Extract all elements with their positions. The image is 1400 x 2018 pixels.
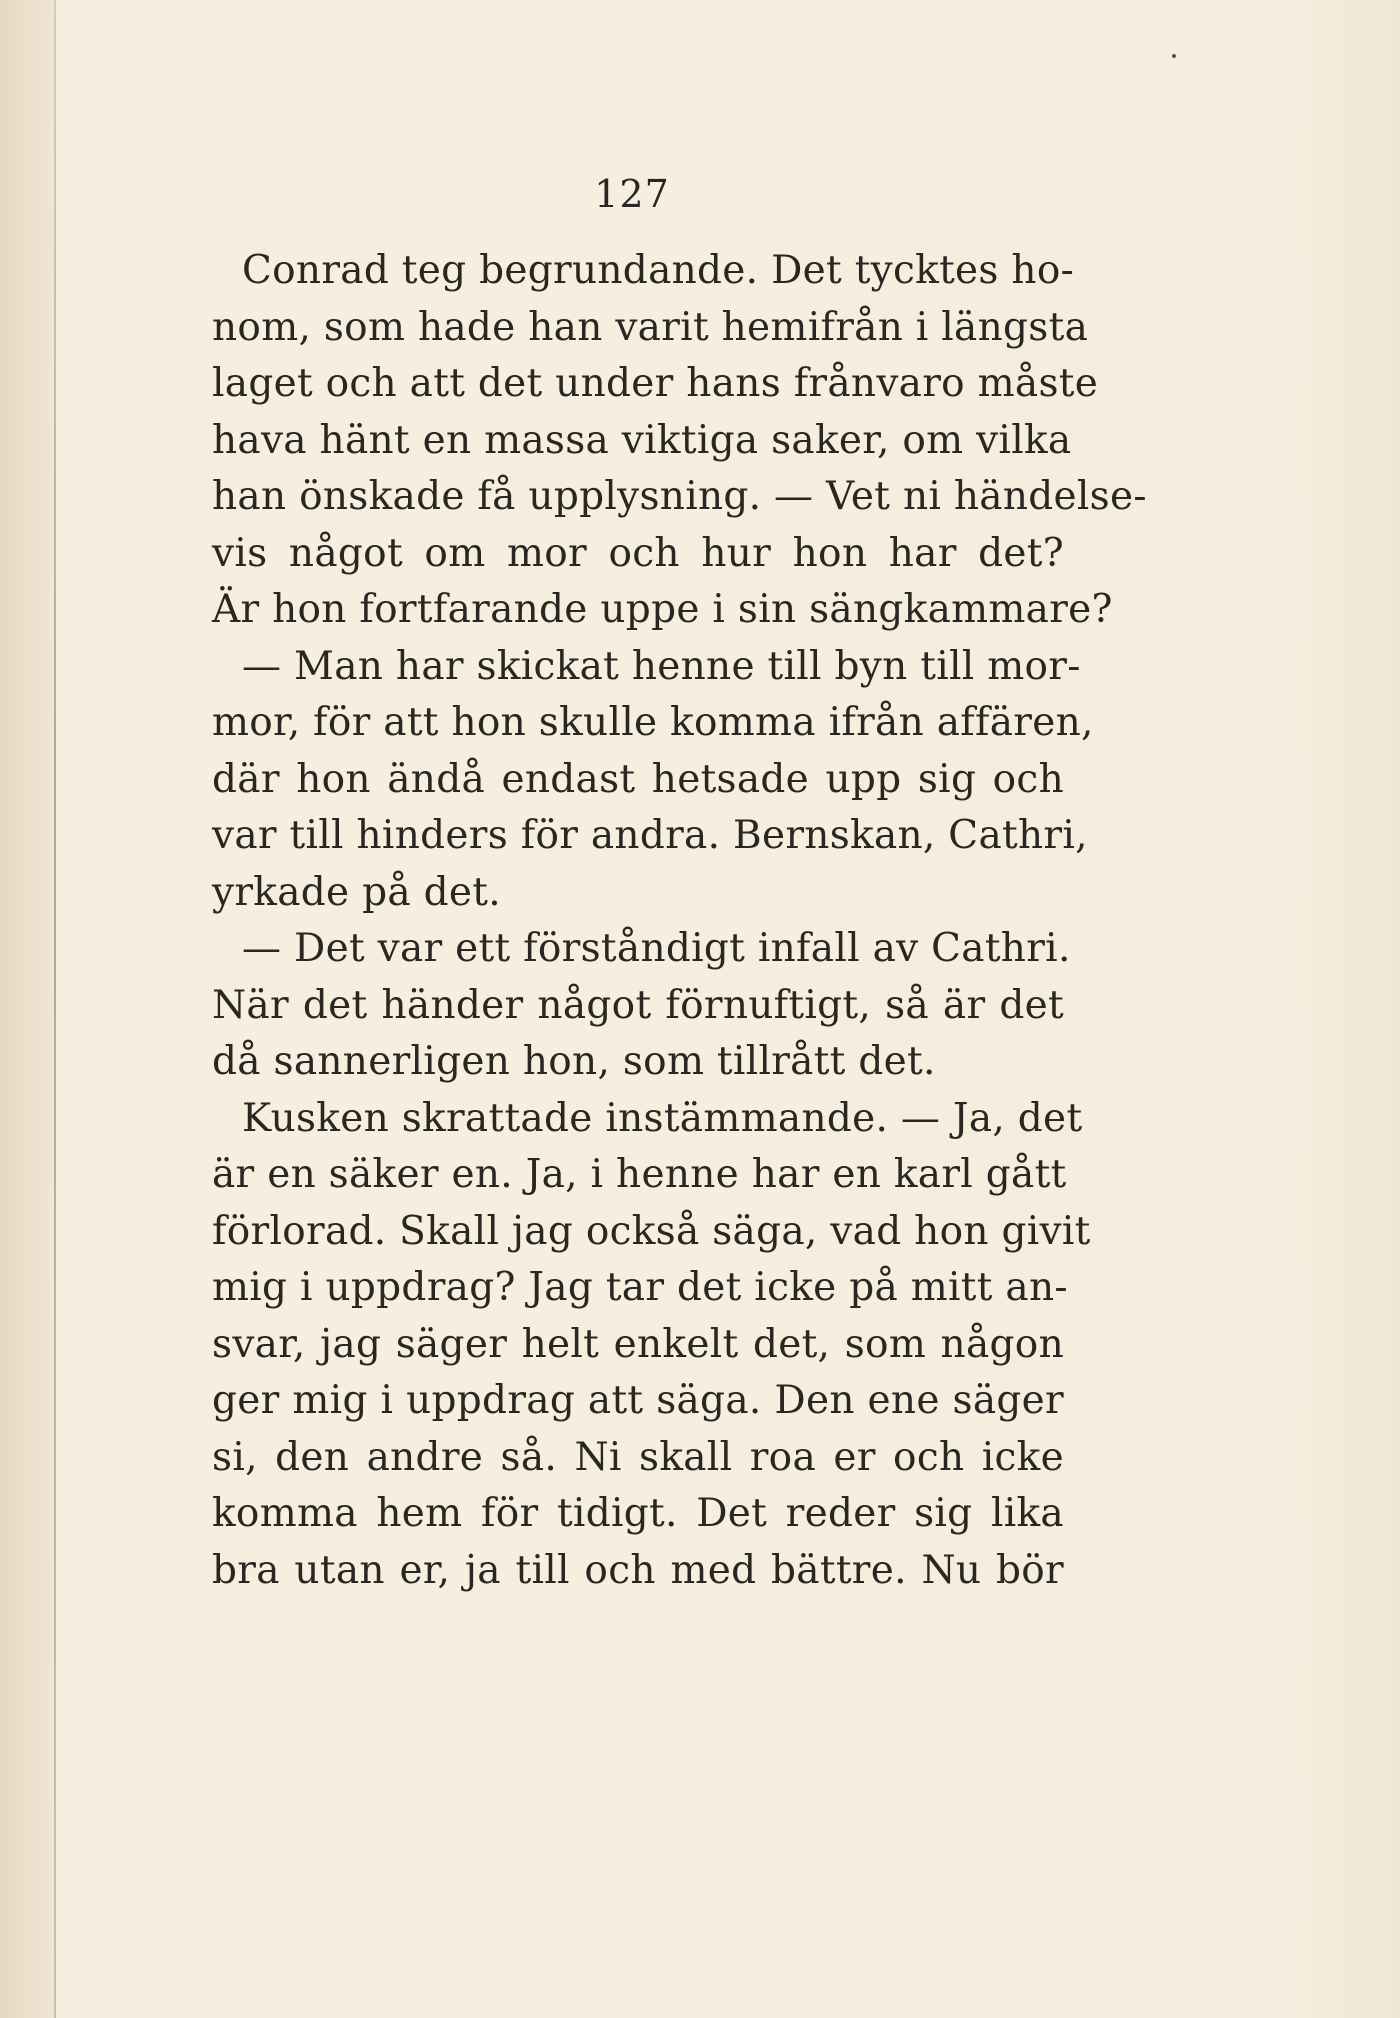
text-line: Är hon fortfarande uppe i sin sängkammare? [212,587,1113,632]
text-line: vis något om mor och hur hon har det? [212,530,1064,576]
text-line: — Det var ett förståndigt infall av Cathri. [242,926,1071,971]
text-line: bra utan er, ja till och med bättre. Nu bör [212,1547,1064,1593]
page-number: 127 [594,172,670,216]
text-line: hava hänt en massa viktiga saker, om vilka [212,417,1072,463]
text-line: — Man har skickat henne till byn till mor- [242,643,1081,689]
paper-speck [1172,54,1176,58]
text-line: där hon ändå endast hetsade upp sig och [212,756,1064,802]
text-line: När det händer något förnuftigt, så är det [212,982,1064,1028]
page-gutter [0,0,54,2018]
text-line: mig i uppdrag? Jag tar det icke på mitt an- [212,1265,1068,1310]
text-line: si, den andre så. Ni skall roa er och icke [212,1434,1064,1480]
text-line: han önskade få upplysning. — Vet ni händelse- [212,474,1147,519]
text-line: var till hinders för andra. Bernskan, Cathri, [212,813,1088,858]
text-line: svar, jag säger helt enkelt det, som någon [212,1321,1064,1367]
text-line: Kusken skrattade instämmande. — Ja, det [242,1095,1083,1141]
text-line: komma hem för tidigt. Det reder sig lika [212,1491,1064,1536]
text-line: Conrad teg begrundande. Det tycktes ho- [242,248,1075,293]
text-line: ger mig i uppdrag att säga. Den ene säger [212,1378,1064,1423]
text-line: förlorad. Skall jag också säga, vad hon givit [212,1208,1091,1254]
text-line: mor, för att hon skulle komma ifrån affären, [212,700,1094,745]
text-line: då sannerligen hon, som tillrått det. [212,1039,936,1084]
text-line: är en säker en. Ja, i henne har en karl gått [212,1152,1067,1197]
binding-edge [54,0,56,2018]
text-line: nom, som hade han varit hemifrån i längsta [212,304,1089,350]
body-text [212,243,1147,1599]
text-line: yrkade på det. [212,869,501,915]
text-line: laget och att det under hans frånvaro måste [212,361,1099,406]
